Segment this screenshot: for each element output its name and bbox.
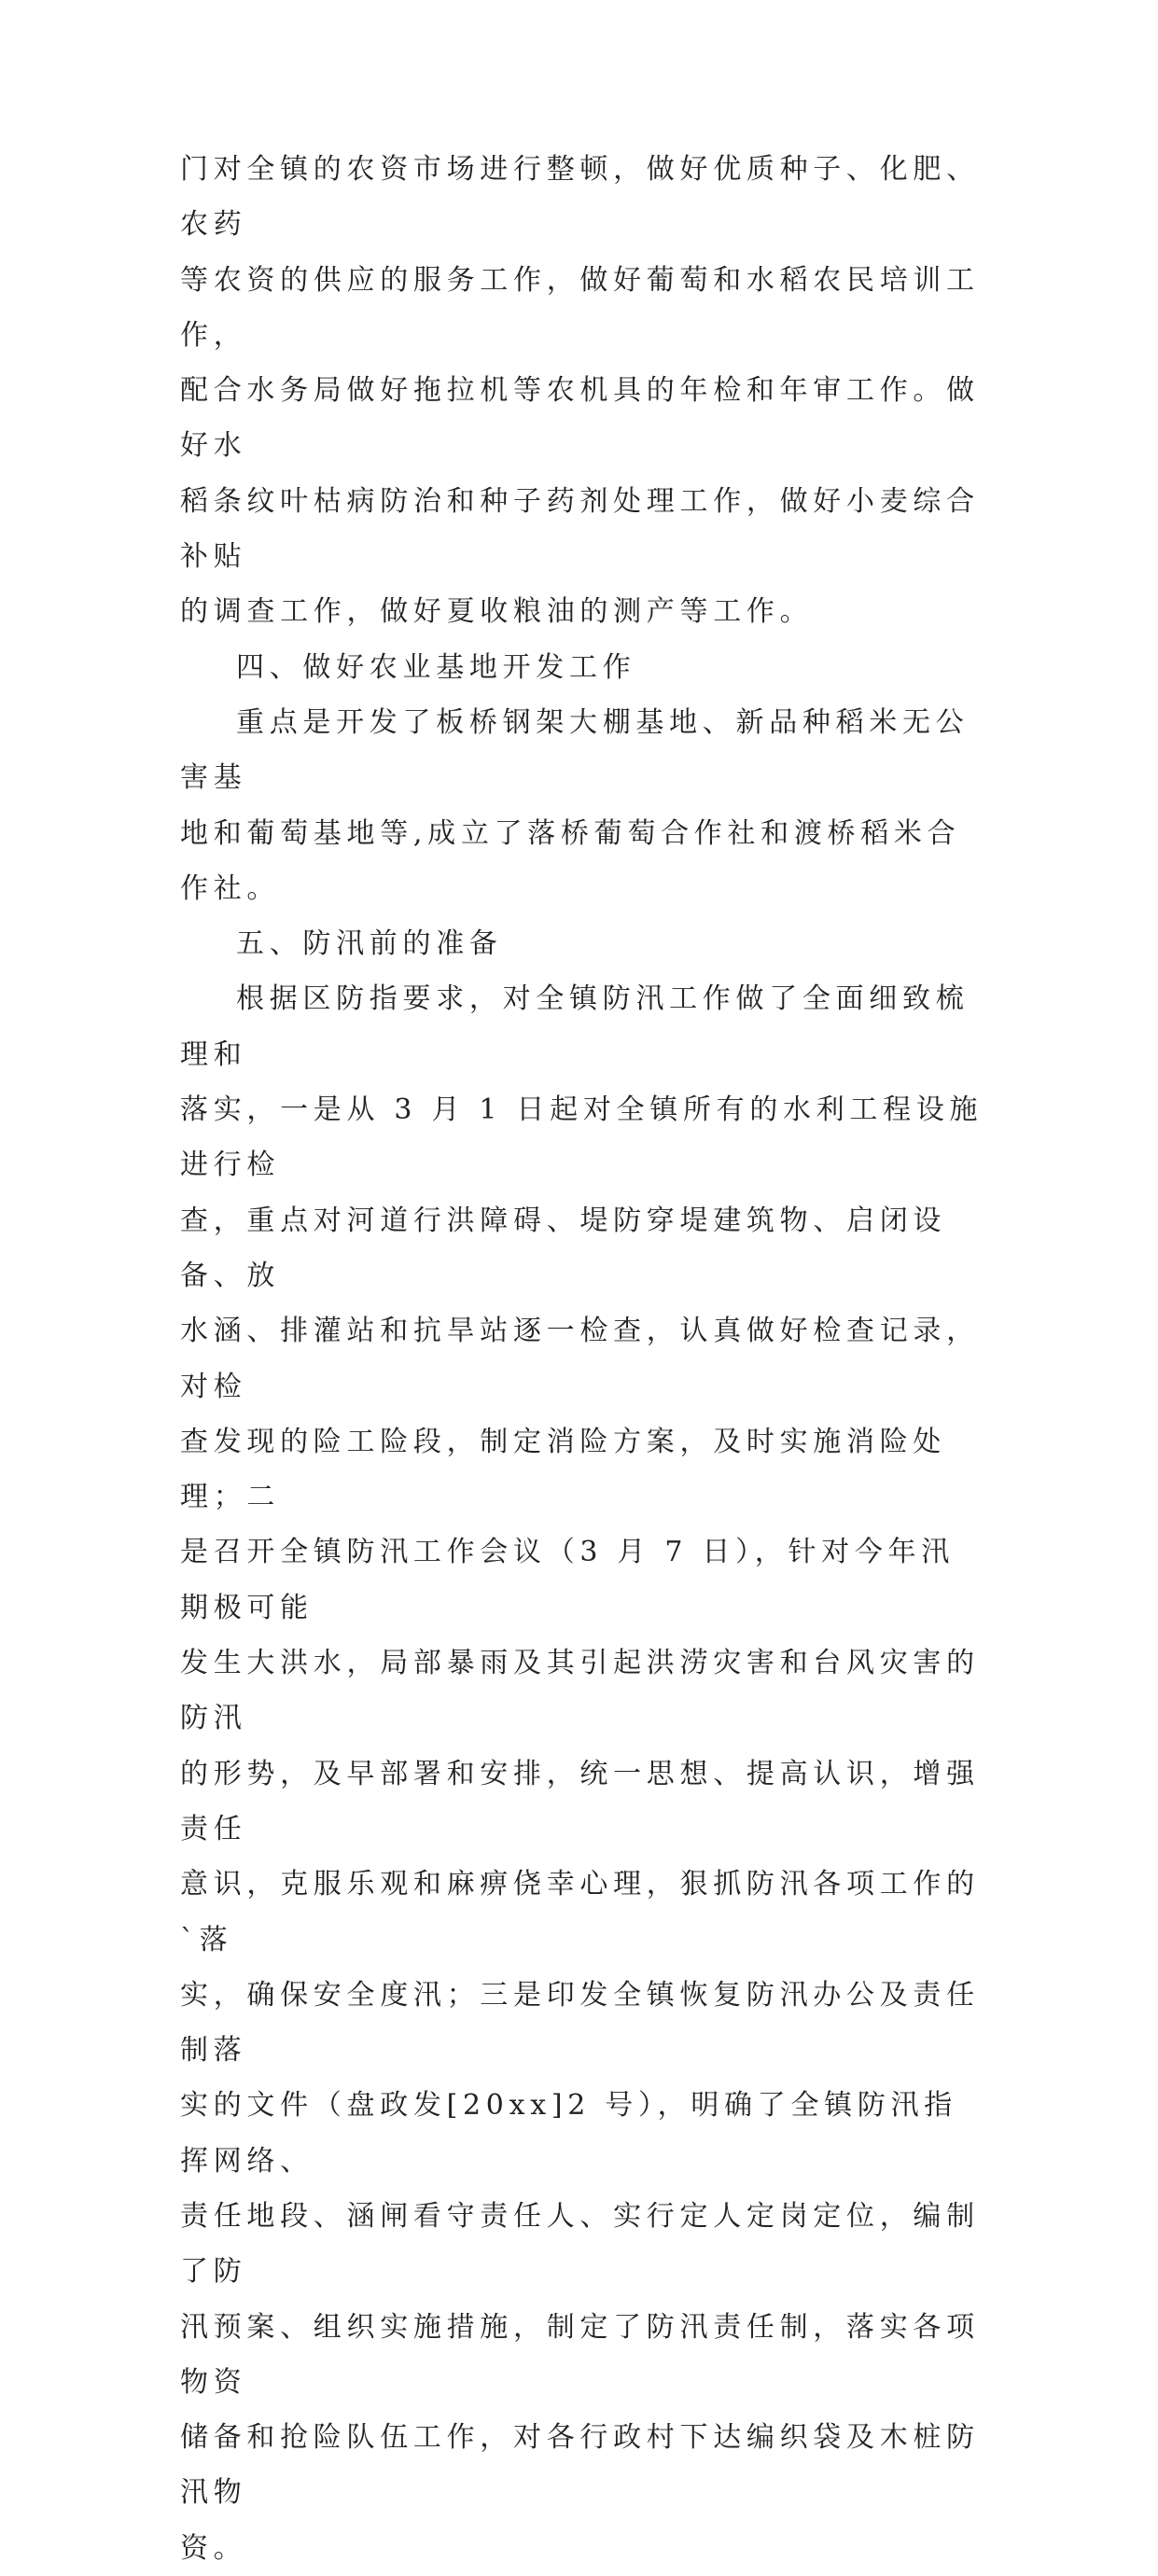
paragraph-agri-supplies: 门对全镇的农资市场进行整顿，做好优质种子、化肥、农药 等农资的供应的服务工作，做好葡萄和水稻农民培训工作， 配合水务局做好拖拉机等农机具的年检和年审工作。做好水 稻条纹叶枯病防治和种子药剂处理工作，做好小麦综合补贴 的调查工作，做好夏收粮油的测产等工作。	[180, 153, 980, 629]
paragraph-base-development: 重点是开发了板桥钢架大棚基地、新品种稻米无公害基 地和葡萄基地等,成立了落桥葡萄合作社和渡桥稻米合作社。	[180, 705, 970, 905]
paragraph-flood-preparation: 根据区防指要求，对全镇防汛工作做了全面细致梳理和 落实，一是从 3 月 1 日起对全镇所有的水利工程设施进行检 查，重点对河道行洪障碍、堤防穿堤建筑物、启闭设备、放 水涵、排灌站和抗旱站逐一检查，认真做好检查记录，对检 查发现的险工险段，制定消险方案，及时实施消险处理；二 是召开全镇防汛工作会议（3 月 7 日），针对今年汛期极可能 发生大洪水，局部暴雨及其引起洪涝灾害和台风灾害的防汛 的形势，及早部署和安排，统一思想、提高认识，增强责任 意识，克服乐观和麻痹侥幸心理，狠抓防汛各项工作的`落 实，确保安全度汛；三是印发全镇恢复防汛办公及责任制落 实的文件（盘政发[20xx]2 号），明确了全镇防汛指挥网络、 责任地段、涵闸看守责任人、实行定人定岗定位，编制了防 汛预案、组织实施措施，制定了防汛责任制，落实各项物资 储备和抢险队伍工作，对各行政村下达编织袋及木桩防汛物 资。	[180, 982, 984, 2565]
document-body	[180, 142, 984, 2576]
heading-section-five: 五、防汛前的准备	[236, 927, 503, 961]
heading-section-four: 四、做好农业基地开发工作	[236, 650, 636, 684]
